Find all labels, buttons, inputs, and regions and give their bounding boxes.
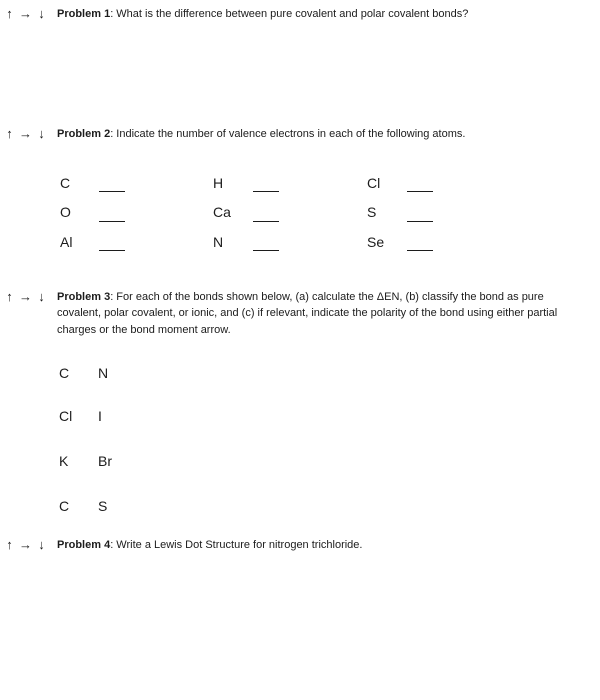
problem-2-reorder-controls	[3, 126, 48, 141]
problem-line	[57, 289, 562, 305]
bond-atom: I	[98, 408, 102, 424]
move-down-icon[interactable]: ↓	[38, 126, 45, 141]
problem-4-reorder-controls	[3, 537, 48, 552]
answer-blank	[99, 178, 125, 192]
problem-3-text	[57, 289, 562, 338]
bond-atom: C	[59, 365, 70, 381]
element-symbol: Al	[60, 234, 73, 250]
answer-blank	[407, 208, 433, 222]
move-right-icon[interactable]: →	[19, 537, 32, 552]
problem-line	[57, 126, 562, 142]
problem-label: Problem 3	[57, 291, 111, 303]
problem-1-reorder-controls	[3, 6, 48, 21]
answer-blank	[99, 208, 125, 222]
problem-label: Problem 2	[57, 128, 111, 140]
bond-atom: S	[98, 498, 108, 514]
answer-blank	[253, 208, 279, 222]
problem-3-reorder-controls	[3, 289, 48, 304]
move-up-icon[interactable]: ↑	[6, 6, 13, 21]
element-symbol: O	[60, 204, 71, 220]
problem-1-text	[57, 6, 562, 22]
element-symbol: S	[367, 204, 377, 220]
problem-statement: charges or the bond moment arrow.	[57, 323, 231, 336]
element-symbol: C	[60, 175, 71, 191]
move-up-icon[interactable]: ↑	[6, 126, 13, 141]
problem-statement: : What is the difference between pure covalent and polar covalent bonds?	[110, 8, 469, 20]
element-symbol: N	[213, 234, 224, 250]
problem-line	[57, 322, 562, 338]
problem-statement: covalent, polar covalent, or ionic, and (c) if relevant, indicate the polarity of the bond using either partial	[57, 307, 558, 320]
bond-atom: K	[59, 453, 69, 469]
element-symbol: H	[213, 175, 224, 191]
move-down-icon[interactable]: ↓	[38, 289, 45, 304]
problem-2-text	[57, 126, 562, 142]
problem-line	[57, 305, 562, 321]
answer-blank	[99, 237, 125, 251]
problem-line	[57, 537, 562, 553]
answer-blank	[253, 178, 279, 192]
problem-statement: : For each of the bonds shown below, (a) calculate the ΔEN, (b) classify the bond as pure	[110, 291, 544, 303]
problem-statement: : Write a Lewis Dot Structure for nitrogen trichloride.	[110, 539, 363, 551]
element-symbol: Ca	[213, 204, 231, 220]
problem-statement: : Indicate the number of valence electrons in each of the following atoms.	[110, 128, 466, 140]
bond-atom: N	[98, 365, 109, 381]
bond-atom: Cl	[59, 408, 73, 424]
answer-blank	[253, 237, 279, 251]
problem-line	[57, 6, 562, 22]
move-up-icon[interactable]: ↑	[6, 537, 13, 552]
move-right-icon[interactable]: →	[19, 126, 32, 141]
problem-4-text	[57, 537, 562, 553]
bond-atom: C	[59, 498, 70, 514]
move-down-icon[interactable]: ↓	[38, 537, 45, 552]
move-right-icon[interactable]: →	[19, 289, 32, 304]
problem-label: Problem 1	[57, 8, 111, 20]
element-symbol: Se	[367, 234, 385, 250]
answer-blank	[407, 178, 433, 192]
bond-atom: Br	[98, 453, 112, 469]
element-symbol: Cl	[367, 175, 381, 191]
move-down-icon[interactable]: ↓	[38, 6, 45, 21]
problem-label: Problem 4	[57, 539, 111, 551]
move-right-icon[interactable]: →	[19, 6, 32, 21]
move-up-icon[interactable]: ↑	[6, 289, 13, 304]
answer-blank	[407, 237, 433, 251]
